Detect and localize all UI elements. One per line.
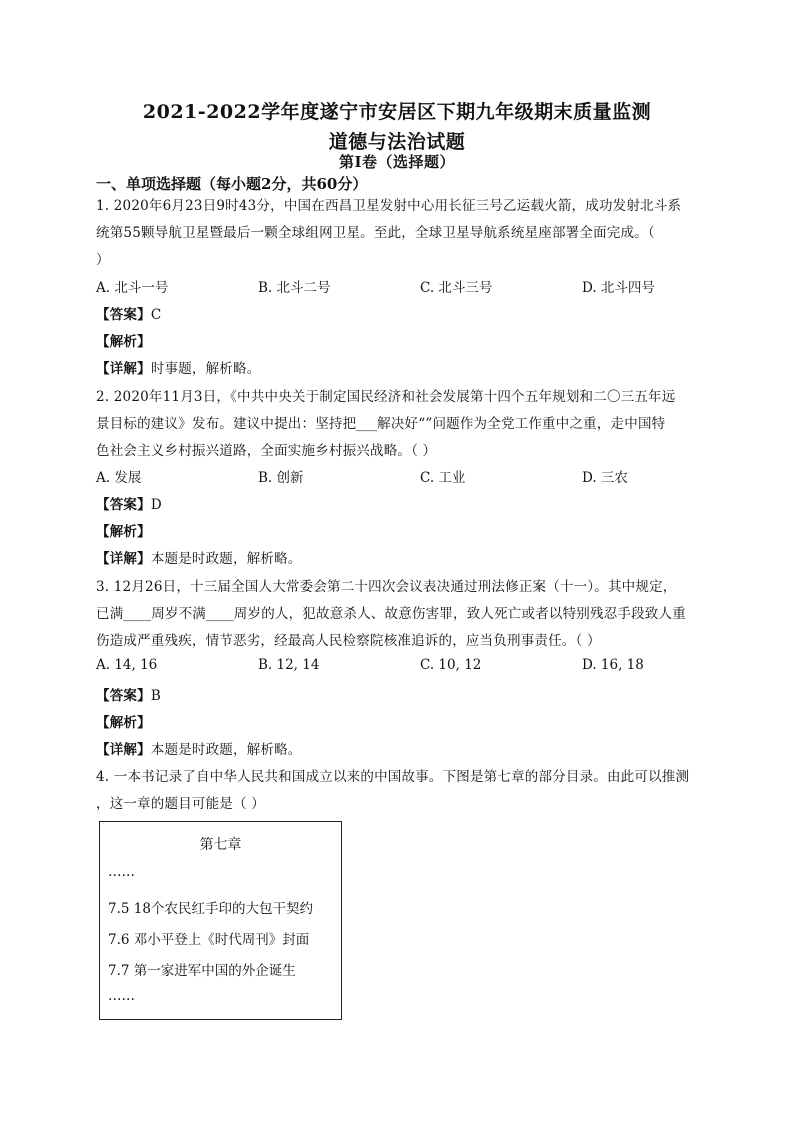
question-text-line: 景目标的建议》发布。建议中提出：坚持把___解决好“”问题作为全党工作重中之重，走中国特 [96, 416, 666, 432]
chapter-toc-box [99, 821, 342, 1020]
toc-ellipsis: …… [108, 864, 135, 880]
question-text-line: 4. 一本书记录了自中华人民共和国成立以来的中国故事。下图是第七章的部分目录。由此可以推测 [96, 769, 690, 785]
question-text-line: 2. 2020年11月3日，《中共中央关于制定国民经济和社会发展第十四个五年规划和二〇三五年远 [96, 389, 676, 405]
exam-title: 2021-2022学年度遂宁市安居区下期九年级期末质量监测 [142, 101, 652, 123]
detail-line [96, 357, 260, 377]
toc-item: 7.6 邓小平登上《时代周刊》封面 [108, 932, 310, 948]
option-b: B. 12, 14 [258, 657, 320, 673]
answer-tag: 【答案】 [96, 307, 151, 323]
detail-text: 本题是时政题，解析略。 [150, 742, 302, 758]
question-text-line: ） [96, 252, 110, 268]
question-text-line: 伤造成严重残疾，情节恶劣，经最高人民检察院核准追诉的，应当负刑事责任。（ ） [96, 633, 601, 649]
detail-line [96, 738, 302, 758]
detail-tag: 【详解】 [96, 742, 151, 758]
question-text-line: 3. 12月26日，十三届全国人大常委会第二十四次会议表决通过刑法修正案（十一）。其中规定， [96, 579, 677, 595]
option-a: A. 北斗一号 [96, 280, 169, 296]
answer-tag: 【答案】 [96, 497, 151, 513]
question-text-line: 色社会主义乡村振兴道路，全面实施乡村振兴战略。（ ） [96, 443, 437, 459]
option-a: A. 发展 [96, 470, 142, 486]
option-c: C. 10, 12 [420, 657, 482, 673]
answer-value: B [150, 688, 161, 704]
toc-item: 7.5 18个农民红手印的大包干契约 [108, 901, 313, 917]
option-c: C. 工业 [420, 470, 466, 486]
question-text-line: ，这一章的题目可能是（ ） [96, 796, 265, 812]
answer-value: D [150, 497, 162, 513]
option-b: B. 北斗二号 [258, 280, 331, 296]
option-d: D. 北斗四号 [582, 280, 655, 296]
option-d: D. 三农 [582, 470, 628, 486]
detail-tag: 【详解】 [96, 551, 151, 567]
option-d: D. 16, 18 [582, 657, 644, 673]
option-b: B. 创新 [258, 470, 304, 486]
answer-line [96, 684, 161, 704]
analysis-tag: 【解析】 [96, 334, 151, 350]
analysis-tag: 【解析】 [96, 715, 151, 731]
section-heading: 一、单项选择题（每小题2分，共60分） [96, 175, 368, 193]
detail-text: 时事题，解析略。 [150, 361, 261, 377]
subject-title: 道德与法治试题 [328, 131, 466, 153]
answer-line [96, 303, 161, 323]
answer-line [96, 493, 162, 513]
question-text-line: 统第55颗导航卫星暨最后一颗全球组网卫星。至此，全球卫星导航系统星座部署全面完成。（ [96, 225, 655, 241]
detail-text: 本题是时政题，解析略。 [150, 551, 302, 567]
detail-line [96, 547, 302, 567]
toc-ellipsis: …… [108, 988, 135, 1004]
answer-value: C [150, 307, 162, 323]
detail-tag: 【详解】 [96, 361, 151, 377]
answer-tag: 【答案】 [96, 688, 151, 704]
question-text-line: 已满____周岁不满____周岁的人，犯故意杀人、故意伤害罪，致人死亡或者以特别残忍手段致人重 [96, 606, 686, 622]
toc-item: 7.7 第一家进军中国的外企诞生 [108, 963, 296, 979]
option-c: C. 北斗三号 [420, 280, 493, 296]
analysis-tag: 【解析】 [96, 524, 151, 540]
question-text-line: 1. 2020年6月23日9时43分，中国在西昌卫星发射中心用长征三号乙运载火箭，成功发射北斗系 [96, 198, 682, 214]
toc-title: 第七章 [199, 837, 242, 853]
option-a: A. 14, 16 [96, 657, 158, 673]
volume-title: 第Ⅰ卷（选择题） [338, 153, 456, 171]
